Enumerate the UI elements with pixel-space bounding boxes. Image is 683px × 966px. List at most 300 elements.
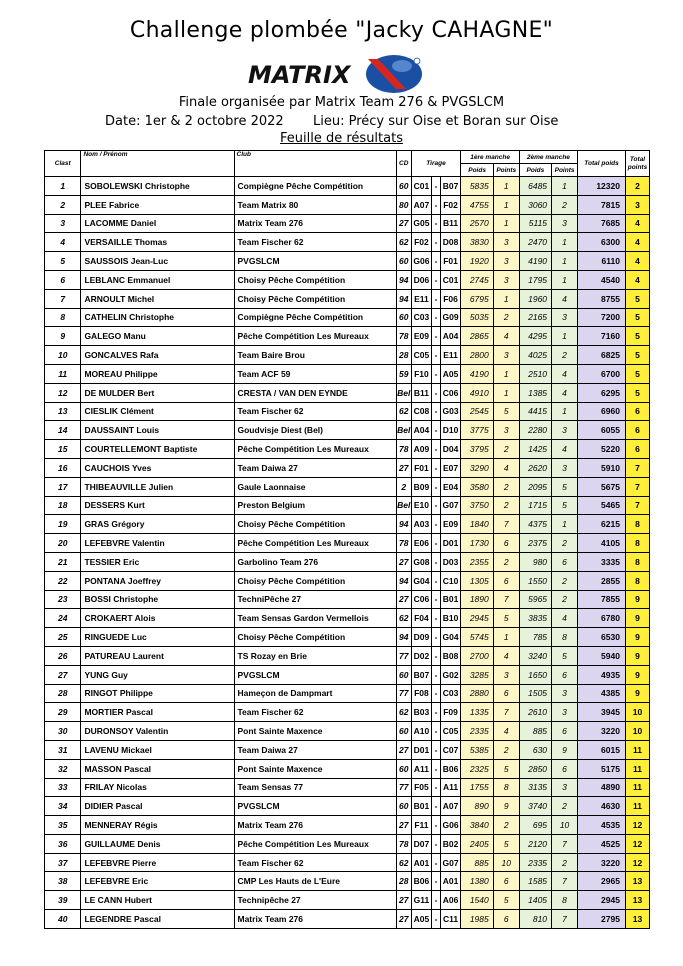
cell-total-points: 8	[625, 571, 649, 590]
cell-cd: Bel	[396, 496, 411, 515]
cell-poids-1: 2865	[461, 327, 493, 346]
cell-poids-2: 1960	[519, 289, 551, 308]
cell-club: Team Fischer 62	[234, 233, 396, 252]
table-row	[45, 628, 650, 647]
table-row	[45, 684, 650, 703]
cell-total-points: 9	[625, 665, 649, 684]
cell-points-2: 5	[552, 477, 578, 496]
table-row	[45, 346, 650, 365]
cell-name: DE MULDER Bert	[81, 383, 234, 402]
cell-poids-2: 1650	[519, 665, 551, 684]
cell-cd: 78	[396, 440, 411, 459]
cell-points-1: 5	[493, 609, 519, 628]
table-row	[45, 665, 650, 684]
cell-clast: 27	[45, 665, 81, 684]
cell-poids-1: 890	[461, 797, 493, 816]
cell-total-points: 5	[625, 346, 649, 365]
cell-tirage-sep: -	[432, 891, 440, 910]
cell-points-1: 3	[493, 421, 519, 440]
cell-club: Matrix Team 276	[234, 214, 396, 233]
cell-club: Matrix Team 276	[234, 816, 396, 835]
cell-poids-2: 2510	[519, 364, 551, 383]
cell-poids-1: 6795	[461, 289, 493, 308]
cell-points-1: 1	[493, 214, 519, 233]
cell-total-points: 5	[625, 383, 649, 402]
cell-club: CRESTA / VAN DEN EYNDE	[234, 383, 396, 402]
cell-points-2: 3	[552, 421, 578, 440]
cell-points-2: 5	[552, 646, 578, 665]
cell-cd: 94	[396, 515, 411, 534]
cell-total-points: 6	[625, 402, 649, 421]
cell-points-1: 5	[493, 834, 519, 853]
header-poids-2: Poids	[519, 164, 551, 177]
cell-tirage-sep: -	[432, 834, 440, 853]
cell-cd: 27	[396, 458, 411, 477]
cell-tirage-to: G02	[440, 665, 461, 684]
cell-total-poids: 12320	[578, 177, 626, 196]
cell-tirage-to: E11	[440, 346, 461, 365]
cell-poids-2: 1550	[519, 571, 551, 590]
cell-total-poids: 6215	[578, 515, 626, 534]
cell-cd: 27	[396, 740, 411, 759]
cell-tirage-from: G04	[411, 571, 432, 590]
cell-clast: 35	[45, 816, 81, 835]
cell-poids-1: 1730	[461, 534, 493, 553]
cell-tirage-from: B11	[411, 383, 432, 402]
cell-tirage-from: G06	[411, 252, 432, 271]
cell-total-poids: 5675	[578, 477, 626, 496]
cell-tirage-from: F02	[411, 233, 432, 252]
cell-poids-1: 3775	[461, 421, 493, 440]
table-row	[45, 195, 650, 214]
cell-points-1: 5	[493, 891, 519, 910]
cell-clast: 39	[45, 891, 81, 910]
cell-poids-2: 2165	[519, 308, 551, 327]
cell-tirage-from: B06	[411, 872, 432, 891]
cell-points-1: 1	[493, 289, 519, 308]
cell-cd: 94	[396, 571, 411, 590]
cell-points-1: 8	[493, 778, 519, 797]
cell-poids-1: 2745	[461, 270, 493, 289]
cell-cd: 80	[396, 195, 411, 214]
cell-poids-1: 3795	[461, 440, 493, 459]
cell-total-points: 11	[625, 759, 649, 778]
cell-tirage-sep: -	[432, 646, 440, 665]
cell-total-poids: 4525	[578, 834, 626, 853]
cell-club: Compiègne Pêche Compétition	[234, 308, 396, 327]
cell-tirage-sep: -	[432, 364, 440, 383]
table-row	[45, 289, 650, 308]
cell-tirage-sep: -	[432, 440, 440, 459]
cell-poids-2: 1385	[519, 383, 551, 402]
cell-club: TechniPêche 27	[234, 590, 396, 609]
table-row	[45, 270, 650, 289]
cell-clast: 16	[45, 458, 81, 477]
cell-total-points: 11	[625, 740, 649, 759]
cell-points-2: 8	[552, 891, 578, 910]
cell-name: GUILLAUME Denis	[81, 834, 234, 853]
cell-cd: 27	[396, 816, 411, 835]
cell-points-1: 2	[493, 308, 519, 327]
cell-total-poids: 7685	[578, 214, 626, 233]
cell-clast: 3	[45, 214, 81, 233]
results-table	[44, 150, 650, 929]
cell-tirage-sep: -	[432, 195, 440, 214]
header-total-poids: Total poids	[578, 151, 626, 177]
cell-total-poids: 4935	[578, 665, 626, 684]
cell-tirage-from: A07	[411, 195, 432, 214]
cell-poids-2: 2095	[519, 477, 551, 496]
table-row	[45, 402, 650, 421]
cell-tirage-sep: -	[432, 665, 440, 684]
cell-points-1: 5	[493, 402, 519, 421]
table-row	[45, 910, 650, 929]
cell-poids-2: 4375	[519, 515, 551, 534]
cell-total-points: 7	[625, 458, 649, 477]
cell-club: CMP Les Hauts de L'Eure	[234, 872, 396, 891]
cell-poids-1: 2880	[461, 684, 493, 703]
cell-poids-2: 3240	[519, 646, 551, 665]
cell-club: Team Sensas Gardon Vermellois	[234, 609, 396, 628]
cell-cd: 62	[396, 402, 411, 421]
table-row	[45, 177, 650, 196]
cell-name: CATHELIN Christophe	[81, 308, 234, 327]
cell-total-points: 5	[625, 308, 649, 327]
cell-tirage-to: D03	[440, 552, 461, 571]
cell-poids-2: 6485	[519, 177, 551, 196]
cell-tirage-from: F08	[411, 684, 432, 703]
cell-name: DESSERS Kurt	[81, 496, 234, 515]
cell-poids-1: 2570	[461, 214, 493, 233]
cell-cd: 78	[396, 534, 411, 553]
cell-cd: 60	[396, 252, 411, 271]
cell-points-1: 6	[493, 684, 519, 703]
cell-points-2: 3	[552, 778, 578, 797]
cell-poids-1: 4190	[461, 364, 493, 383]
cell-cd: 77	[396, 646, 411, 665]
cell-clast: 12	[45, 383, 81, 402]
cell-club: Team Matrix 80	[234, 195, 396, 214]
cell-club: Choisy Pêche Compétition	[234, 628, 396, 647]
cell-club: Technipêche 27	[234, 891, 396, 910]
cell-cd: 59	[396, 364, 411, 383]
cell-tirage-from: D07	[411, 834, 432, 853]
cell-points-2: 2	[552, 534, 578, 553]
cell-cd: 60	[396, 797, 411, 816]
cell-points-2: 6	[552, 722, 578, 741]
cell-poids-2: 2120	[519, 834, 551, 853]
cell-points-2: 6	[552, 665, 578, 684]
cell-cd: 62	[396, 233, 411, 252]
cell-total-points: 6	[625, 421, 649, 440]
cell-club: Choisy Pêche Compétition	[234, 571, 396, 590]
cell-clast: 28	[45, 684, 81, 703]
cell-tirage-from: G08	[411, 552, 432, 571]
cell-poids-2: 2610	[519, 703, 551, 722]
cell-points-1: 2	[493, 816, 519, 835]
cell-poids-2: 1585	[519, 872, 551, 891]
header-manche1: 1ère manche	[461, 151, 519, 164]
cell-club: Preston Belgium	[234, 496, 396, 515]
cell-total-points: 13	[625, 910, 649, 929]
page-title: Challenge plombée "Jacky CAHAGNE"	[129, 18, 554, 43]
cell-points-2: 5	[552, 496, 578, 515]
cell-points-1: 3	[493, 233, 519, 252]
cell-poids-2: 5115	[519, 214, 551, 233]
cell-total-poids: 3335	[578, 552, 626, 571]
cell-points-1: 3	[493, 252, 519, 271]
cell-tirage-from: C08	[411, 402, 432, 421]
cell-total-points: 7	[625, 496, 649, 515]
cell-total-poids: 6780	[578, 609, 626, 628]
cell-total-points: 4	[625, 214, 649, 233]
cell-name: SOBOLEWSKI Christophe	[81, 177, 234, 196]
cell-total-poids: 4890	[578, 778, 626, 797]
cell-points-2: 3	[552, 458, 578, 477]
cell-total-poids: 5910	[578, 458, 626, 477]
cell-club: Team Fischer 62	[234, 703, 396, 722]
cell-total-poids: 6825	[578, 346, 626, 365]
cell-poids-1: 1920	[461, 252, 493, 271]
cell-name: GONCALVES Rafa	[81, 346, 234, 365]
cell-name: RINGUEDE Luc	[81, 628, 234, 647]
cell-tirage-to: F02	[440, 195, 461, 214]
cell-tirage-sep: -	[432, 797, 440, 816]
cell-club: Team Baire Brou	[234, 346, 396, 365]
cell-points-2: 6	[552, 552, 578, 571]
cell-clast: 24	[45, 609, 81, 628]
cell-poids-1: 1755	[461, 778, 493, 797]
cell-total-points: 5	[625, 327, 649, 346]
cell-total-poids: 7815	[578, 195, 626, 214]
cell-points-2: 1	[552, 177, 578, 196]
header-cd: CD	[396, 151, 411, 177]
cell-tirage-to: E04	[440, 477, 461, 496]
cell-clast: 37	[45, 853, 81, 872]
cell-clast: 36	[45, 834, 81, 853]
cell-tirage-sep: -	[432, 722, 440, 741]
cell-points-2: 8	[552, 628, 578, 647]
cell-clast: 30	[45, 722, 81, 741]
cell-clast: 15	[45, 440, 81, 459]
date-line: Date: 1er & 2 octobre 2022	[105, 114, 284, 129]
cell-total-points: 12	[625, 816, 649, 835]
table-row	[45, 552, 650, 571]
cell-total-poids: 4540	[578, 270, 626, 289]
cell-clast: 1	[45, 177, 81, 196]
cell-total-points: 10	[625, 722, 649, 741]
cell-name: RINGOT Philippe	[81, 684, 234, 703]
cell-points-2: 1	[552, 327, 578, 346]
cell-club: PVGSLCM	[234, 665, 396, 684]
table-row	[45, 233, 650, 252]
cell-poids-1: 1890	[461, 590, 493, 609]
cell-club: Matrix Team 276	[234, 910, 396, 929]
cell-name: SAUSSOIS Jean-Luc	[81, 252, 234, 271]
cell-poids-2: 885	[519, 722, 551, 741]
cell-club: Pont Sainte Maxence	[234, 759, 396, 778]
cell-name: CAUCHOIS Yves	[81, 458, 234, 477]
cell-total-poids: 6960	[578, 402, 626, 421]
cell-points-2: 7	[552, 872, 578, 891]
cell-cd: 77	[396, 684, 411, 703]
cell-tirage-sep: -	[432, 816, 440, 835]
cell-tirage-to: A04	[440, 327, 461, 346]
table-row	[45, 646, 650, 665]
cell-tirage-to: F01	[440, 252, 461, 271]
cell-clast: 32	[45, 759, 81, 778]
cell-tirage-sep: -	[432, 872, 440, 891]
cell-poids-1: 4755	[461, 195, 493, 214]
cell-tirage-sep: -	[432, 289, 440, 308]
table-row	[45, 383, 650, 402]
cell-points-2: 2	[552, 590, 578, 609]
cell-tirage-from: C06	[411, 590, 432, 609]
cell-points-2: 4	[552, 383, 578, 402]
cell-tirage-sep: -	[432, 421, 440, 440]
cell-name: VERSAILLE Thomas	[81, 233, 234, 252]
cell-total-poids: 6300	[578, 233, 626, 252]
cell-poids-2: 630	[519, 740, 551, 759]
cell-club: Team Daiwa 27	[234, 458, 396, 477]
cell-tirage-from: E10	[411, 496, 432, 515]
cell-tirage-from: D01	[411, 740, 432, 759]
cell-total-poids: 4535	[578, 816, 626, 835]
cell-total-poids: 7855	[578, 590, 626, 609]
cell-tirage-sep: -	[432, 346, 440, 365]
cell-tirage-to: B08	[440, 646, 461, 665]
matrix-logo	[246, 53, 430, 95]
cell-club: Choisy Pêche Compétition	[234, 289, 396, 308]
cell-points-1: 2	[493, 477, 519, 496]
cell-total-points: 6	[625, 440, 649, 459]
cell-total-points: 8	[625, 534, 649, 553]
cell-tirage-sep: -	[432, 515, 440, 534]
cell-tirage-to: G03	[440, 402, 461, 421]
cell-name: LEFEBVRE Pierre	[81, 853, 234, 872]
table-row	[45, 571, 650, 590]
cell-tirage-to: B06	[440, 759, 461, 778]
cell-name: YUNG Guy	[81, 665, 234, 684]
table-row	[45, 364, 650, 383]
cell-poids-2: 980	[519, 552, 551, 571]
cell-total-points: 5	[625, 364, 649, 383]
cell-poids-2: 3060	[519, 195, 551, 214]
cell-club: Team Sensas 77	[234, 778, 396, 797]
cell-name: LEBLANC Emmanuel	[81, 270, 234, 289]
cell-clast: 10	[45, 346, 81, 365]
cell-points-1: 3	[493, 270, 519, 289]
cell-club: Garbolino Team 276	[234, 552, 396, 571]
cell-tirage-to: D01	[440, 534, 461, 553]
cell-tirage-to: C05	[440, 722, 461, 741]
cell-tirage-from: A03	[411, 515, 432, 534]
cell-tirage-to: D10	[440, 421, 461, 440]
cell-name: MORTIER Pascal	[81, 703, 234, 722]
cell-tirage-to: F09	[440, 703, 461, 722]
cell-club: Pont Sainte Maxence	[234, 722, 396, 741]
cell-clast: 14	[45, 421, 81, 440]
cell-total-poids: 4105	[578, 534, 626, 553]
sheet-title: Feuille de résultats	[280, 131, 403, 146]
cell-points-2: 2	[552, 346, 578, 365]
cell-tirage-to: G07	[440, 496, 461, 515]
cell-tirage-sep: -	[432, 534, 440, 553]
cell-clast: 7	[45, 289, 81, 308]
cell-tirage-sep: -	[432, 327, 440, 346]
cell-tirage-from: B07	[411, 665, 432, 684]
header-club: Club	[234, 151, 396, 177]
cell-tirage-from: D02	[411, 646, 432, 665]
cell-tirage-from: G05	[411, 214, 432, 233]
cell-poids-2: 2335	[519, 853, 551, 872]
cell-tirage-sep: -	[432, 609, 440, 628]
cell-tirage-from: A09	[411, 440, 432, 459]
header-poids-1: Poids	[461, 164, 493, 177]
cell-tirage-sep: -	[432, 402, 440, 421]
cell-total-points: 4	[625, 252, 649, 271]
cell-tirage-sep: -	[432, 477, 440, 496]
cell-total-poids: 4385	[578, 684, 626, 703]
cell-total-points: 12	[625, 834, 649, 853]
cell-tirage-from: G11	[411, 891, 432, 910]
cell-points-2: 3	[552, 684, 578, 703]
cell-tirage-from: E09	[411, 327, 432, 346]
cell-club: Hameçon de Dampmart	[234, 684, 396, 703]
cell-cd: 28	[396, 872, 411, 891]
cell-name: FRILAY Nicolas	[81, 778, 234, 797]
cell-total-points: 8	[625, 552, 649, 571]
cell-cd: 62	[396, 609, 411, 628]
cell-points-2: 4	[552, 609, 578, 628]
cell-points-2: 1	[552, 252, 578, 271]
cell-tirage-from: B01	[411, 797, 432, 816]
cell-tirage-to: B10	[440, 609, 461, 628]
cell-poids-1: 3290	[461, 458, 493, 477]
header-name: Nom / Prénom	[81, 151, 234, 177]
cell-club: Choisy Pêche Compétition	[234, 515, 396, 534]
cell-total-poids: 6110	[578, 252, 626, 271]
cell-poids-1: 1305	[461, 571, 493, 590]
cell-name: LACOMME Daniel	[81, 214, 234, 233]
cell-clast: 34	[45, 797, 81, 816]
cell-tirage-to: B01	[440, 590, 461, 609]
cell-points-2: 3	[552, 214, 578, 233]
cell-cd: 94	[396, 628, 411, 647]
cell-total-poids: 6700	[578, 364, 626, 383]
cell-name: TESSIER Eric	[81, 552, 234, 571]
cell-total-poids: 6295	[578, 383, 626, 402]
cell-poids-2: 1795	[519, 270, 551, 289]
cell-total-points: 9	[625, 646, 649, 665]
table-row	[45, 816, 650, 835]
cell-club: PVGSLCM	[234, 252, 396, 271]
cell-cd: 60	[396, 665, 411, 684]
cell-name: DIDIER Pascal	[81, 797, 234, 816]
cell-poids-2: 2850	[519, 759, 551, 778]
table-row	[45, 421, 650, 440]
cell-total-poids: 3220	[578, 722, 626, 741]
cell-points-2: 2	[552, 195, 578, 214]
cell-clast: 9	[45, 327, 81, 346]
cell-tirage-from: F10	[411, 364, 432, 383]
cell-name: CIESLIK Clément	[81, 402, 234, 421]
cell-total-poids: 2855	[578, 571, 626, 590]
cell-points-1: 4	[493, 327, 519, 346]
cell-name: PLEE Fabrice	[81, 195, 234, 214]
cell-cd: 27	[396, 910, 411, 929]
cell-tirage-to: G07	[440, 853, 461, 872]
